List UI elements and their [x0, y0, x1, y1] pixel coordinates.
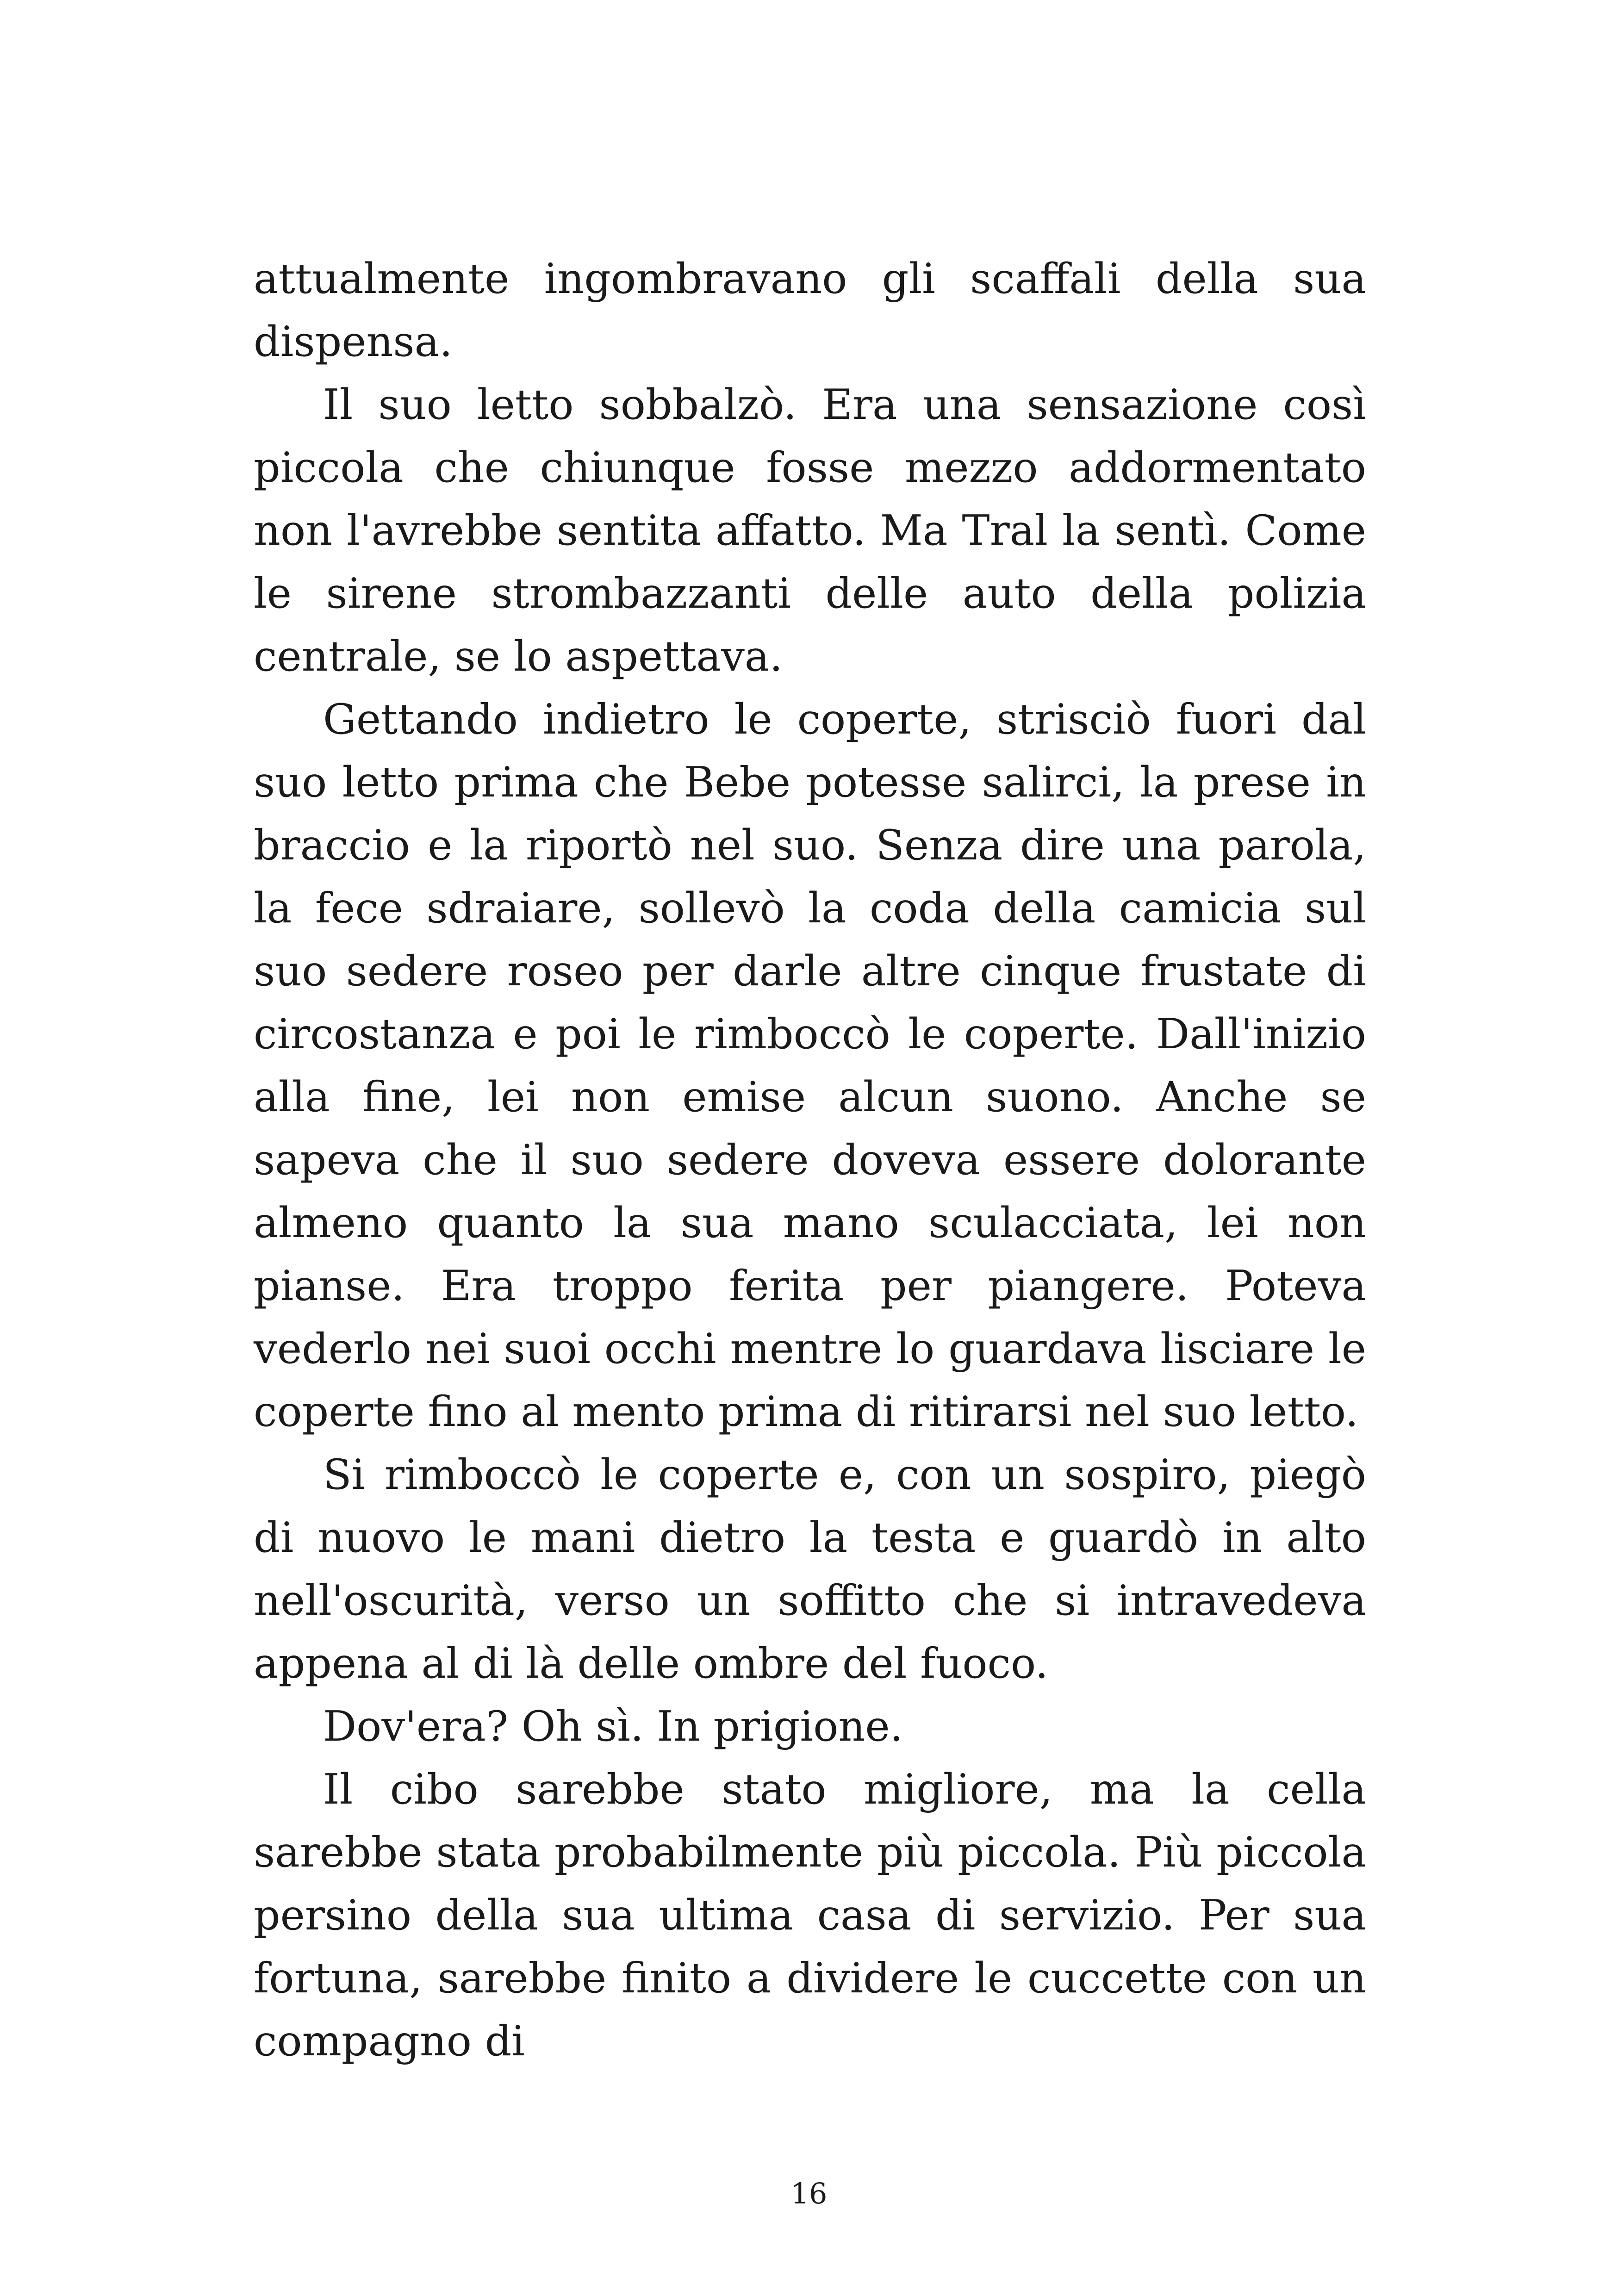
paragraph-6: Il cibo sarebbe stato migliore, ma la cella sarebbe stata probabilmente più piccola. Più piccola persino della sua ultima casa di servizio. Per sua fortuna, sarebbe finito a dividere le cuccette con un compagno di	[254, 1765, 1366, 2066]
page-number: 16	[790, 2177, 828, 2210]
paragraph-5: Dov'era? Oh sì. In prigione.	[323, 1702, 903, 1751]
paragraph-1: attualmente ingombravano gli scaffali della sua dispensa.	[254, 255, 1366, 366]
paragraph-3: Gettando indietro le coperte, strisciò fuori dal suo letto prima che Bebe potesse salirci, la prese in braccio e la riportò nel suo. Senza dire una parola, la fece sdraiare, sollevò la coda della camicia sul suo sedere roseo per darle altre cinque frustate di circostanza e poi le rimboccò le coperte. Dall'inizio alla fine, lei non emise alcun suono. Anche se sapeva che il suo sedere doveva essere dolorante almeno quanto la sua mano sculacciata, lei non pianse. Era troppo ferita per piangere. Poteva vederlo nei suoi occhi mentre lo guardava lisciare le coperte fino al mento prima di ritirarsi nel suo letto.	[254, 695, 1366, 1436]
paragraph-2: Il suo letto sobbalzò. Era una sensazione così piccola che chiunque fosse mezzo addormentato non l'avrebbe sentita affatto. Ma Tral la sentì. Come le sirene strombazzanti delle auto della polizia centrale, se lo aspettava.	[254, 380, 1366, 681]
body-text	[254, 248, 1366, 2073]
paragraph-4: Si rimboccò le coperte e, con un sospiro, piegò di nuovo le mani dietro la testa e guardò in alto nell'oscurità, verso un soffitto che si intravedeva appena al di là delle ombre del fuoco.	[254, 1450, 1366, 1688]
